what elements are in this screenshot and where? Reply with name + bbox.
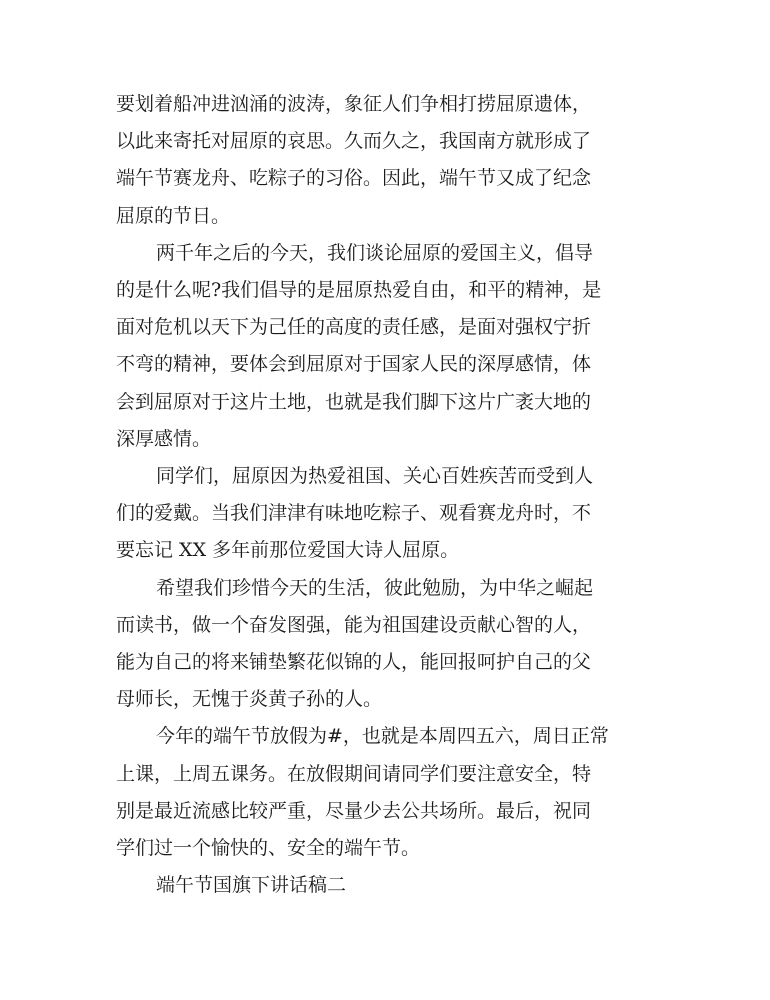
document-body — [116, 86, 656, 904]
text-line: 今年的端午节放假为#，也就是本周四五六，周日正常 — [156, 725, 609, 748]
text-line: 上课，上周五课务。在放假期间请同学们要注意安全，特 — [116, 762, 592, 785]
paragraph — [116, 86, 656, 235]
text-line: 同学们，屈原因为热爱祖国、关心百姓疾苦而受到人 — [156, 465, 594, 488]
paragraph — [116, 235, 656, 458]
text-line: 深厚感情。 — [116, 427, 212, 450]
paragraph — [116, 570, 656, 719]
text-line: 两千年之后的今天，我们谈论屈原的爱国主义，倡导 — [156, 241, 594, 264]
text-line: 母师长，无愧于炎黄子孙的人。 — [116, 688, 383, 711]
text-line: 端午节赛龙舟、吃粽子的习俗。因此，端午节又成了纪念 — [116, 167, 592, 190]
text-line: 的是什么呢?我们倡导的是屈原热爱自由，和平的精神，是 — [116, 279, 602, 302]
section-heading — [116, 867, 656, 904]
text-line: 希望我们珍惜今天的生活，彼此勉励，为中华之崛起 — [156, 576, 594, 599]
text-line: 不弯的精神，要体会到屈原对于国家人民的深厚感情，体 — [116, 353, 592, 376]
text-line: 要忘记 XX 多年前那位爱国大诗人屈原。 — [116, 539, 460, 562]
text-line: 而读书，做一个奋发图强，能为祖国建设贡献心智的人， — [116, 613, 592, 636]
text-line: 会到屈原对于这片土地，也就是我们脚下这片广袤大地的 — [116, 390, 592, 413]
paragraph — [116, 718, 656, 867]
text-line: 学们过一个愉快的、安全的端午节。 — [116, 837, 421, 860]
paragraph — [116, 458, 656, 570]
text-line: 以此来寄托对屈原的哀思。久而久之，我国南方就形成了 — [116, 130, 592, 153]
text-line: 别是最近流感比较严重，尽量少去公共场所。最后，祝同 — [116, 799, 592, 822]
text-line: 面对危机以天下为己任的高度的责任感，是面对强权宁折 — [116, 316, 592, 339]
text-line: 们的爱戴。当我们津津有味地吃粽子、观看赛龙舟时，不 — [116, 502, 592, 525]
text-line: 要划着船冲进汹涌的波涛，象征人们争相打捞屈原遗体， — [116, 93, 592, 115]
text-line: 能为自己的将来铺垫繁花似锦的人，能回报呵护自己的父 — [116, 651, 592, 674]
text-line: 端午节国旗下讲话稿二 — [156, 874, 347, 897]
text-line: 屈原的节日。 — [116, 204, 231, 227]
